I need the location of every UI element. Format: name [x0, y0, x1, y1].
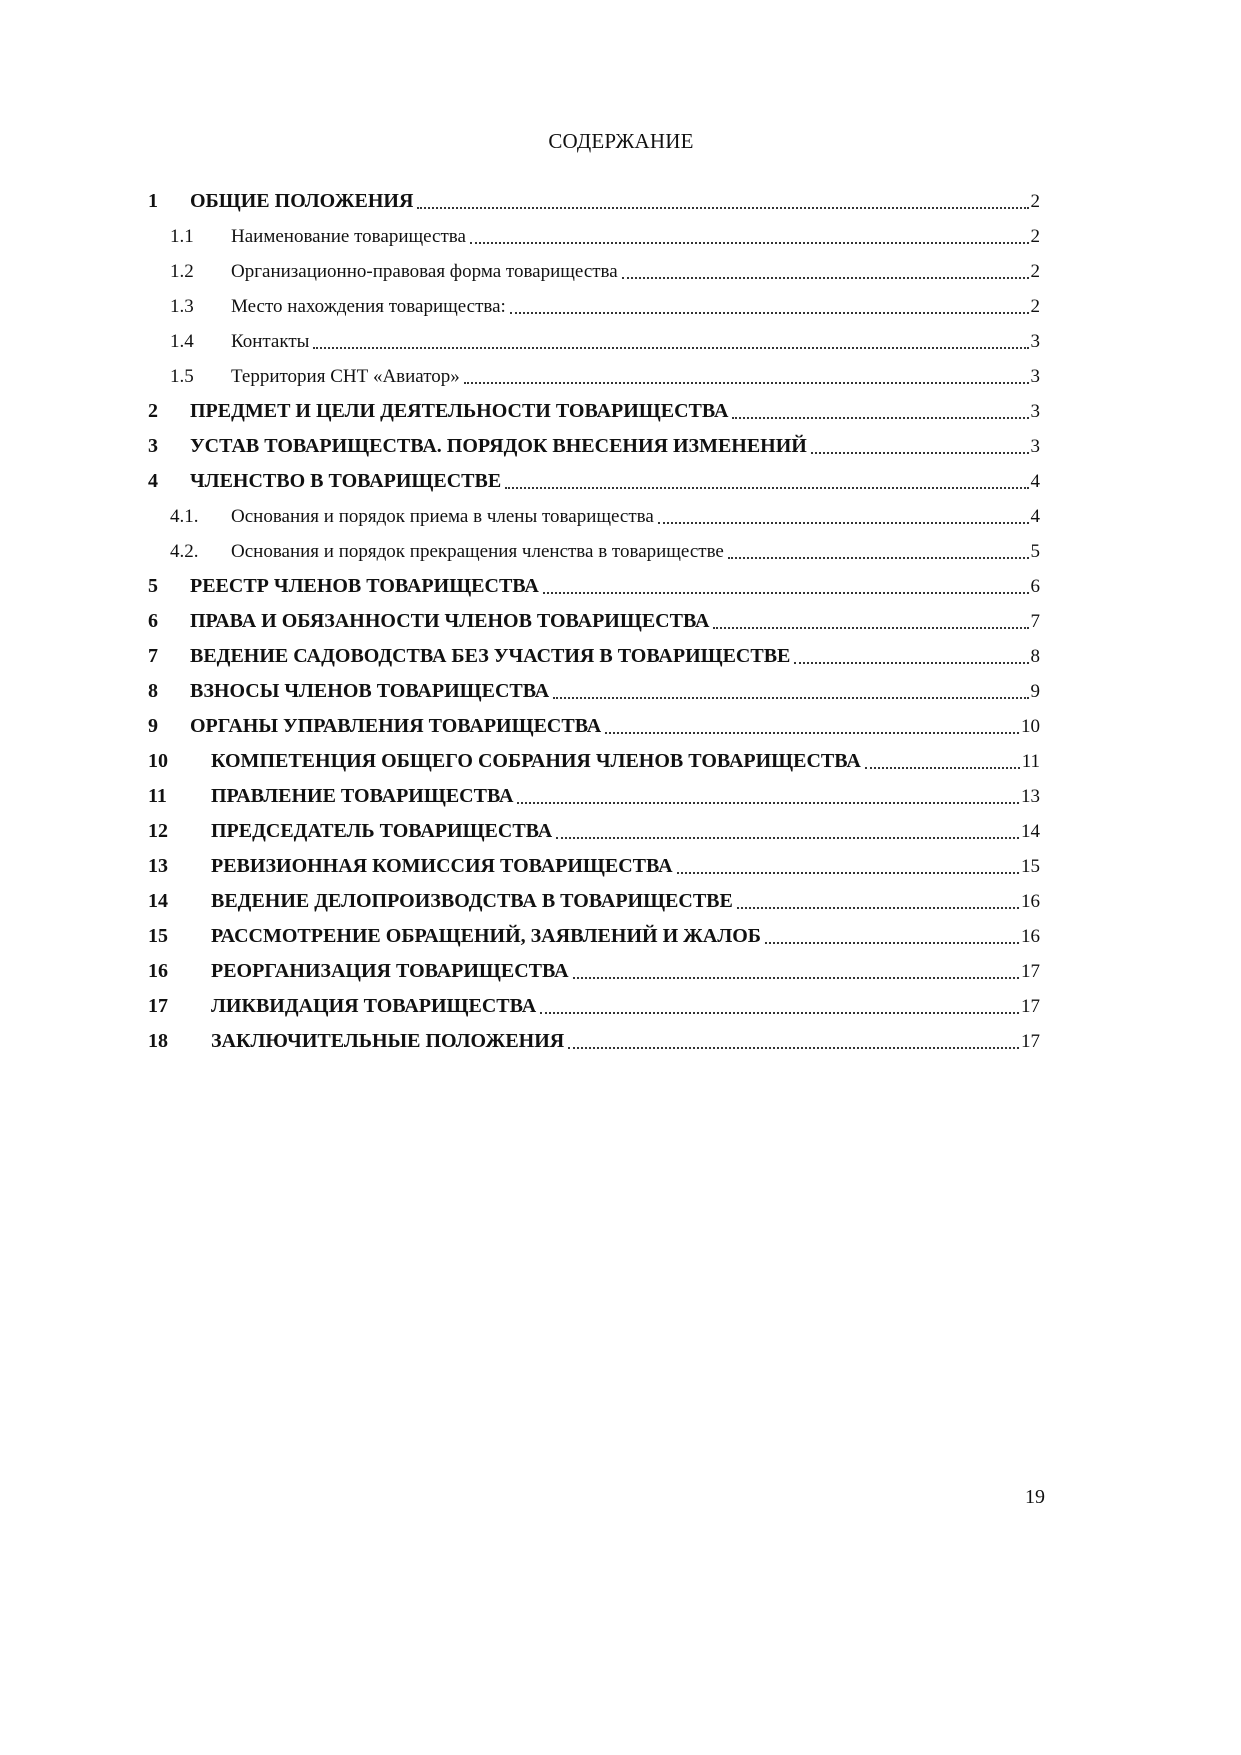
- dot-leader: [675, 849, 1021, 884]
- toc-entry-page: 2: [1030, 191, 1040, 212]
- toc-entry-page: 5: [1030, 541, 1040, 562]
- toc-entry-title: ОРГАНЫ УПРАВЛЕНИЯ ТОВАРИЩЕСТВА: [190, 715, 602, 737]
- toc-entry-title: ОБЩИЕ ПОЛОЖЕНИЯ: [190, 190, 414, 212]
- toc-entry-leader-row: [675, 849, 1040, 884]
- toc-entry-number: 10: [148, 750, 168, 772]
- dot-leader: [541, 569, 1031, 604]
- toc-entry[interactable]: [148, 744, 1040, 779]
- dot-leader: [515, 779, 1021, 814]
- toc-entry-title: ПРАВА И ОБЯЗАННОСТИ ЧЛЕНОВ ТОВАРИЩЕСТВА: [190, 610, 710, 632]
- toc-entry-number: 3: [148, 435, 158, 457]
- toc-entry-leader-row: [571, 954, 1040, 989]
- toc-entry[interactable]: [148, 849, 1040, 884]
- toc-entry-leader-row: [792, 639, 1040, 674]
- toc-entry-page: 17: [1021, 1031, 1040, 1052]
- toc-entry-title: ПРАВЛЕНИЕ ТОВАРИЩЕСТВА: [211, 785, 514, 807]
- toc-entry-leader-row: [730, 394, 1040, 429]
- toc-entry-leader-row: [468, 219, 1040, 254]
- toc-entry-leader-row: [735, 884, 1040, 919]
- dot-leader: [462, 359, 1031, 394]
- toc-entry-title: РЕОРГАНИЗАЦИЯ ТОВАРИЩЕСТВА: [211, 960, 569, 982]
- toc-entry-title: ПРЕДСЕДАТЕЛЬ ТОВАРИЩЕСТВА: [211, 820, 553, 842]
- toc-entry-page: 6: [1030, 576, 1040, 597]
- toc-entry[interactable]: [148, 254, 1040, 289]
- toc-entry[interactable]: [148, 604, 1040, 639]
- toc-entry-number: 9: [148, 715, 158, 737]
- toc-entry-leader-row: [503, 464, 1040, 499]
- toc-title: СОДЕРЖАНИЕ: [548, 129, 694, 153]
- toc-entry-page: 7: [1030, 611, 1040, 632]
- toc-entry-title: РАССМОТРЕНИЕ ОБРАЩЕНИЙ, ЗАЯВЛЕНИЙ И ЖАЛОБ: [211, 925, 762, 947]
- toc-entry-number: 4.2.: [170, 541, 199, 562]
- toc-entry-page: 3: [1030, 331, 1040, 352]
- toc-entry-title: ЗАКЛЮЧИТЕЛЬНЫЕ ПОЛОЖЕНИЯ: [211, 1030, 565, 1052]
- toc-entry-number: 12: [148, 820, 168, 842]
- toc-entry[interactable]: [148, 639, 1040, 674]
- dot-leader: [508, 289, 1031, 324]
- toc-entry-number: 18: [148, 1030, 168, 1052]
- toc-entry-page: 2: [1030, 261, 1040, 282]
- dot-leader: [726, 534, 1031, 569]
- toc-entry-page: 14: [1021, 821, 1040, 842]
- toc-entry-number: 8: [148, 680, 158, 702]
- dot-leader: [763, 919, 1021, 954]
- dot-leader: [711, 604, 1031, 639]
- toc-entry-title: Организационно-правовая форма товарищества: [231, 261, 618, 282]
- toc-entry-leader-row: [541, 569, 1040, 604]
- dot-leader: [551, 674, 1031, 709]
- toc-entry-leader-row: [462, 359, 1040, 394]
- toc-entry-page: 2: [1030, 226, 1040, 247]
- dot-leader: [620, 254, 1031, 289]
- dot-leader: [538, 989, 1021, 1024]
- toc-entry-page: 3: [1030, 366, 1040, 387]
- toc-entry[interactable]: [148, 184, 1040, 219]
- toc-entry-leader-row: [603, 709, 1040, 744]
- toc-entry-number: 13: [148, 855, 168, 877]
- toc-entry-leader-row: [726, 534, 1040, 569]
- toc-entry-title: КОМПЕТЕНЦИЯ ОБЩЕГО СОБРАНИЯ ЧЛЕНОВ ТОВАРИЩЕСТВА: [211, 750, 861, 772]
- toc-entry-number: 15: [148, 925, 168, 947]
- toc-entry-leader-row: [554, 814, 1040, 849]
- dot-leader: [415, 184, 1031, 219]
- toc-entry-page: 2: [1030, 296, 1040, 317]
- toc-entry-leader-row: [415, 184, 1040, 219]
- dot-leader: [566, 1024, 1021, 1059]
- toc-entry[interactable]: [148, 429, 1040, 464]
- toc-entry-leader-row: [538, 989, 1040, 1024]
- toc-entry-number: 11: [148, 785, 167, 807]
- toc-entry-leader-row: [863, 744, 1040, 779]
- toc-entry-title: УСТАВ ТОВАРИЩЕСТВА. ПОРЯДОК ВНЕСЕНИЯ ИЗМЕНЕНИЙ: [190, 435, 807, 457]
- toc-entry-leader-row: [515, 779, 1040, 814]
- toc-entry-number: 4.1.: [170, 506, 199, 527]
- toc-entry-title: Место нахождения товарищества:: [231, 296, 506, 317]
- toc-entry-page: 15: [1021, 856, 1040, 877]
- toc-entry-number: 7: [148, 645, 158, 667]
- toc-entry-page: 10: [1021, 716, 1040, 737]
- toc-entry-title: Основания и порядок приема в члены товарищества: [231, 506, 654, 527]
- toc-entry[interactable]: [148, 814, 1040, 849]
- toc-entry-leader-row: [656, 499, 1040, 534]
- toc-entry[interactable]: [148, 219, 1040, 254]
- toc-entry-title: ЧЛЕНСТВО В ТОВАРИЩЕСТВЕ: [190, 470, 502, 492]
- toc-entry-page: 13: [1021, 786, 1040, 807]
- toc-entry[interactable]: [148, 989, 1040, 1024]
- toc-entry-title: ВЕДЕНИЕ ДЕЛОПРОИЗВОДСТВА В ТОВАРИЩЕСТВЕ: [211, 890, 733, 912]
- toc-entry-title: ВЗНОСЫ ЧЛЕНОВ ТОВАРИЩЕСТВА: [190, 680, 550, 702]
- toc-entry-number: 17: [148, 995, 168, 1017]
- table-of-contents: [148, 184, 1040, 1059]
- dot-leader: [863, 744, 1022, 779]
- toc-entry-leader-row: [620, 254, 1040, 289]
- toc-entry-page: 3: [1030, 401, 1040, 422]
- toc-entry[interactable]: [148, 499, 1040, 534]
- toc-entry-number: 1.2: [170, 261, 194, 282]
- dot-leader: [571, 954, 1021, 989]
- toc-entry-page: 8: [1030, 646, 1040, 667]
- toc-entry-number: 6: [148, 610, 158, 632]
- toc-entry[interactable]: [148, 709, 1040, 744]
- toc-entry-title: Территория СНТ «Авиатор»: [231, 366, 460, 387]
- dot-leader: [468, 219, 1031, 254]
- toc-entry[interactable]: [148, 779, 1040, 814]
- toc-entry-title: ПРЕДМЕТ И ЦЕЛИ ДЕЯТЕЛЬНОСТИ ТОВАРИЩЕСТВА: [190, 400, 729, 422]
- toc-entry-page: 17: [1021, 996, 1040, 1017]
- toc-entry-leader-row: [566, 1024, 1040, 1059]
- toc-entry-leader-row: [311, 324, 1040, 359]
- toc-entry-title: Наименование товарищества: [231, 226, 466, 247]
- toc-entry-number: 1.1: [170, 226, 194, 247]
- dot-leader: [792, 639, 1031, 674]
- toc-entry-leader-row: [508, 289, 1040, 324]
- toc-entry-title: РЕЕСТР ЧЛЕНОВ ТОВАРИЩЕСТВА: [190, 575, 539, 597]
- dot-leader: [656, 499, 1031, 534]
- toc-entry[interactable]: [148, 324, 1040, 359]
- toc-entry-title: РЕВИЗИОННАЯ КОМИССИЯ ТОВАРИЩЕСТВА: [211, 855, 673, 877]
- page-number: 19: [1025, 1486, 1045, 1508]
- toc-entry-page: 4: [1030, 471, 1040, 492]
- toc-entry[interactable]: [148, 919, 1040, 954]
- dot-leader: [809, 429, 1031, 464]
- toc-entry[interactable]: [148, 569, 1040, 604]
- toc-entry-title: Контакты: [231, 331, 310, 352]
- toc-entry-leader-row: [809, 429, 1040, 464]
- toc-entry-number: 1.5: [170, 366, 194, 387]
- toc-entry-number: 16: [148, 960, 168, 982]
- toc-entry[interactable]: [148, 1024, 1040, 1059]
- toc-entry-page: 16: [1021, 926, 1040, 947]
- toc-entry-number: 1.4: [170, 331, 194, 352]
- toc-entry-page: 17: [1021, 961, 1040, 982]
- toc-entry-title: Основания и порядок прекращения членства в товариществе: [231, 541, 724, 562]
- dot-leader: [730, 394, 1031, 429]
- toc-entry-number: 4: [148, 470, 158, 492]
- toc-entry[interactable]: [148, 464, 1040, 499]
- toc-entry[interactable]: [148, 884, 1040, 919]
- dot-leader: [503, 464, 1031, 499]
- toc-entry-page: 11: [1021, 751, 1040, 772]
- dot-leader: [603, 709, 1021, 744]
- toc-entry[interactable]: [148, 534, 1040, 569]
- toc-entry-leader-row: [763, 919, 1040, 954]
- toc-entry-page: 9: [1030, 681, 1040, 702]
- toc-entry-number: 1.3: [170, 296, 194, 317]
- dot-leader: [554, 814, 1021, 849]
- toc-entry-number: 5: [148, 575, 158, 597]
- dot-leader: [735, 884, 1021, 919]
- toc-entry-leader-row: [551, 674, 1040, 709]
- toc-entry-page: 3: [1030, 436, 1040, 457]
- toc-entry[interactable]: [148, 674, 1040, 709]
- toc-entry[interactable]: [148, 289, 1040, 324]
- toc-entry-page: 4: [1030, 506, 1040, 527]
- toc-entry-title: ВЕДЕНИЕ САДОВОДСТВА БЕЗ УЧАСТИЯ В ТОВАРИЩЕСТВЕ: [190, 645, 791, 667]
- toc-entry[interactable]: [148, 954, 1040, 989]
- toc-entry[interactable]: [148, 359, 1040, 394]
- toc-entry-number: 2: [148, 400, 158, 422]
- toc-entry-leader-row: [711, 604, 1040, 639]
- toc-entry-page: 16: [1021, 891, 1040, 912]
- dot-leader: [311, 324, 1031, 359]
- toc-entry-number: 14: [148, 890, 168, 912]
- toc-entry[interactable]: [148, 394, 1040, 429]
- toc-entry-title: ЛИКВИДАЦИЯ ТОВАРИЩЕСТВА: [211, 995, 537, 1017]
- toc-entry-number: 1: [148, 190, 158, 212]
